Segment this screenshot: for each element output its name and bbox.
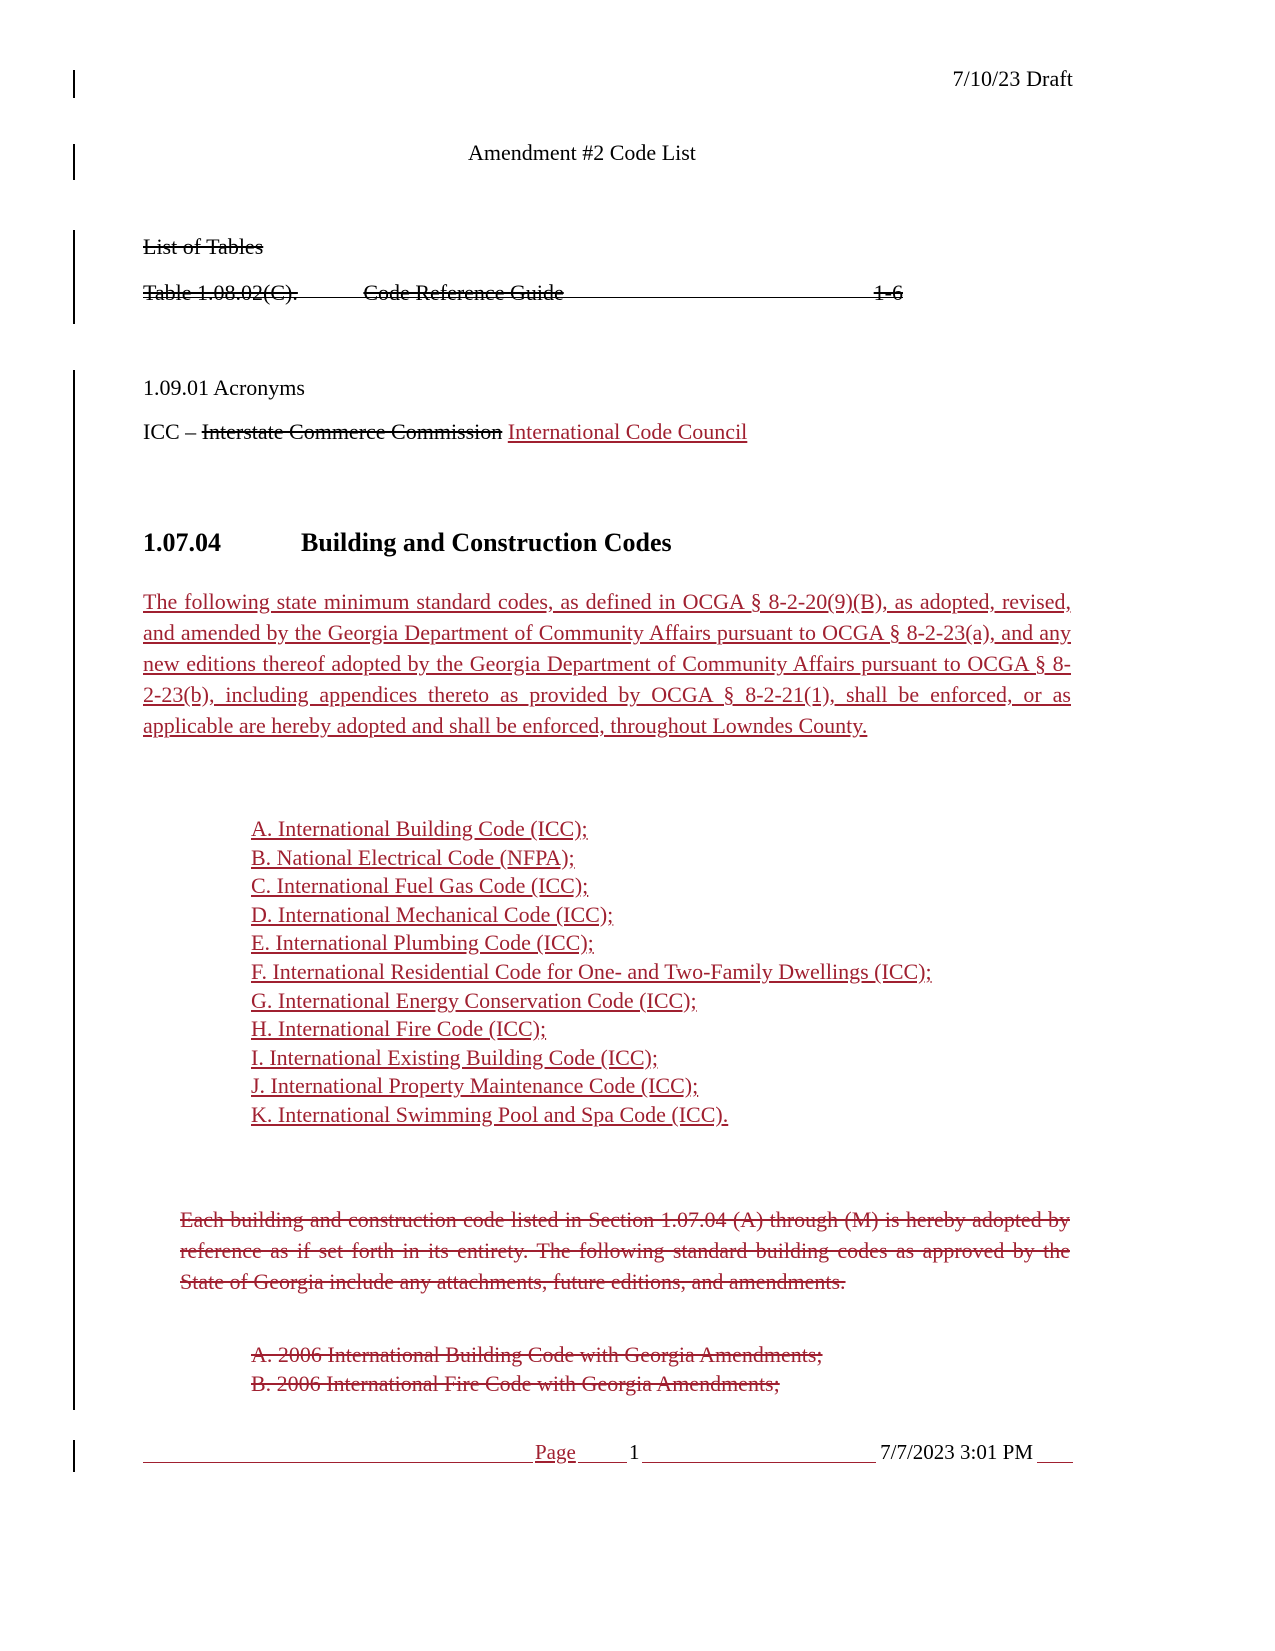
deleted-paragraph: Each building and construction code listed in Section 1.07.04 (A) through (M) is hereby adopted by reference as if set forth in its entirety. The following standard building codes as approved by the State of Georgia include any attachments, future editions, and amendments. — [180, 1207, 1070, 1294]
list-item: C. International Fuel Gas Code (ICC); — [251, 873, 589, 899]
change-bar — [73, 230, 75, 324]
footer-page-number: 1 — [629, 1440, 640, 1464]
list-item: J. International Property Maintenance Code (ICC); — [251, 1073, 699, 1099]
section-number: 1.07.04 — [143, 528, 221, 557]
section-intro-paragraph: The following state minimum standard codes, as defined in OCGA § 8-2-20(9)(B), as adopted, revised, and amended by the Georgia Department of Community Affairs pursuant to OCGA § 8-2-23(a), and any new editions thereof adopted by the Georgia Department of Community Affairs pursuant to OCGA § 8-2-23(b), including appendices thereto as provided by OCGA § 8-2-21(1), shall be enforced, or as applicable are hereby adopted and shall be enforced, throughout Lowndes County. — [143, 589, 1071, 738]
acronyms-heading: 1.09.01 Acronyms — [143, 375, 305, 400]
list-item: H. International Fire Code (ICC); — [251, 1016, 547, 1042]
section-title: Building and Construction Codes — [301, 528, 672, 557]
list-item: I. International Existing Building Code (ICC); — [251, 1044, 658, 1070]
change-bar — [73, 144, 75, 180]
draft-date: 7/10/23 Draft — [952, 66, 1073, 91]
page-title: Amendment #2 Code List — [468, 140, 696, 165]
list-item: F. International Residential Code for One- and Two-Family Dwellings (ICC); — [251, 958, 932, 984]
toc-page-number: 1-6 — [873, 280, 903, 305]
list-item: B. National Electrical Code (NFPA); — [251, 844, 575, 870]
list-item: B. 2006 International Fire Code with Georgia Amendments; — [251, 1371, 780, 1396]
table-of-contents-row — [143, 280, 903, 306]
adopted-codes-list — [251, 815, 1071, 1130]
acronym-prefix: ICC – — [143, 419, 202, 444]
list-item: A. 2006 International Building Code with Georgia Amendments; — [251, 1342, 823, 1367]
list-item: E. International Plumbing Code (ICC); — [251, 930, 594, 956]
list-item: D. International Mechanical Code (ICC); — [251, 901, 614, 927]
list-item: G. International Energy Conservation Code (ICC); — [251, 987, 697, 1013]
list-item: K. International Swimming Pool and Spa Code (ICC). — [251, 1101, 729, 1127]
change-bar — [73, 370, 75, 1410]
toc-leader-rule — [143, 297, 903, 298]
footer-page-label: Page — [535, 1440, 576, 1464]
toc-table-label: Table 1.08.02(C). — [143, 280, 298, 305]
acronym-entry-icc — [143, 419, 747, 445]
acronym-inserted-text: International Code Council — [507, 419, 748, 444]
change-bar — [73, 1440, 75, 1472]
list-of-tables-heading: List of Tables — [143, 234, 264, 259]
change-bar — [73, 70, 75, 98]
deleted-codes-list — [251, 1340, 1071, 1398]
footer-timestamp: 7/7/2023 3:01 PM — [876, 1440, 1037, 1465]
section-heading — [143, 528, 672, 558]
toc-table-name: Code Reference Guide — [363, 280, 564, 305]
list-item: A. International Building Code (ICC); — [251, 816, 588, 841]
acronym-deleted-text: Interstate Commerce Commission — [201, 419, 503, 444]
